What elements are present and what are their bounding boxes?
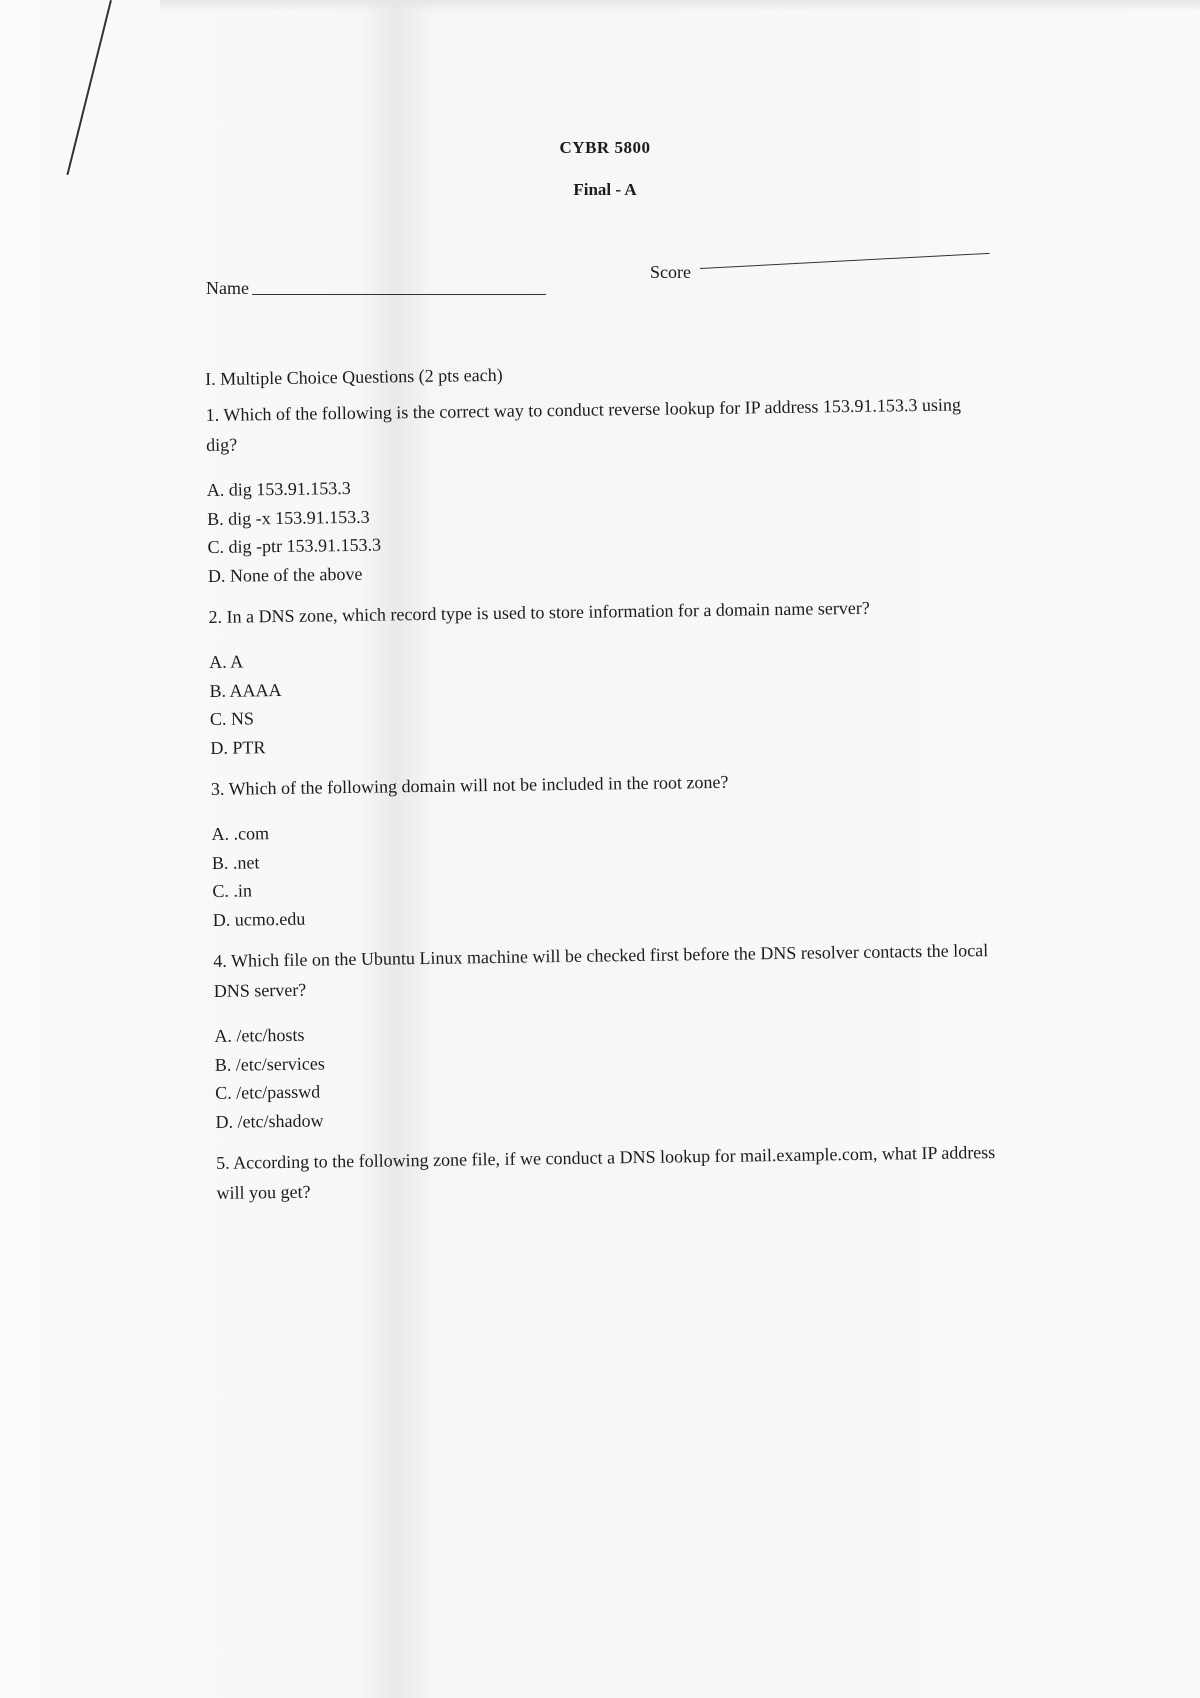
question-block: [216, 1137, 1007, 1208]
answer-option: C. /etc/passwd: [215, 1081, 321, 1103]
course-title: CYBR 5800: [559, 138, 651, 157]
answer-option: A. dig 153.91.153.3: [206, 477, 351, 500]
score-blank-line: [700, 253, 990, 269]
answer-option: D. /etc/shadow: [215, 1109, 324, 1132]
answer-option: C. dig -ptr 153.91.153.3: [207, 534, 382, 557]
exam-content: [205, 353, 1007, 1224]
answer-option: B. /etc/services: [214, 1052, 325, 1075]
question-text: 2. In a DNS zone, which record type is used to store information for a domain name server?: [208, 597, 870, 627]
question-block: [211, 763, 1003, 934]
answer-option: D. ucmo.edu: [212, 908, 306, 930]
answer-option: D. None of the above: [207, 563, 363, 586]
answer-option: C. NS: [209, 708, 255, 729]
exam-title: Final - A: [573, 180, 637, 199]
section-title: I. Multiple Choice Questions (2 pts each): [205, 364, 503, 389]
answer-option: B. .net: [211, 851, 260, 873]
answer-option: D. PTR: [210, 736, 266, 758]
question-block: [206, 389, 999, 590]
answer-option: A. .com: [211, 823, 270, 844]
question-text: 3. Which of the following domain will not be included in the root zone?: [210, 771, 729, 799]
answer-option: A. A: [209, 651, 244, 672]
score-label: Score: [650, 262, 691, 282]
name-label: Name: [206, 278, 249, 298]
answer-option: C. .in: [212, 880, 253, 901]
question-text: 1. Which of the following is the correct way to conduct reverse lookup for IP address 153.91.153.3 using dig?: [205, 394, 962, 455]
question-text: 5. According to the following zone file, if we conduct a DNS lookup for mail.example.com, what IP address will you get?: [216, 1142, 996, 1203]
answer-option: B. dig -x 153.91.153.3: [207, 506, 370, 529]
answer-option: B. AAAA: [209, 679, 282, 701]
name-blank-line: [252, 294, 546, 295]
question-text: 4. Which file on the Ubuntu Linux machine will be checked first before the DNS resolver contacts the local DNS server?: [213, 940, 989, 1001]
answer-option: A. /etc/hosts: [214, 1024, 305, 1046]
question-block: [213, 935, 1006, 1136]
question-block: [208, 591, 1000, 762]
